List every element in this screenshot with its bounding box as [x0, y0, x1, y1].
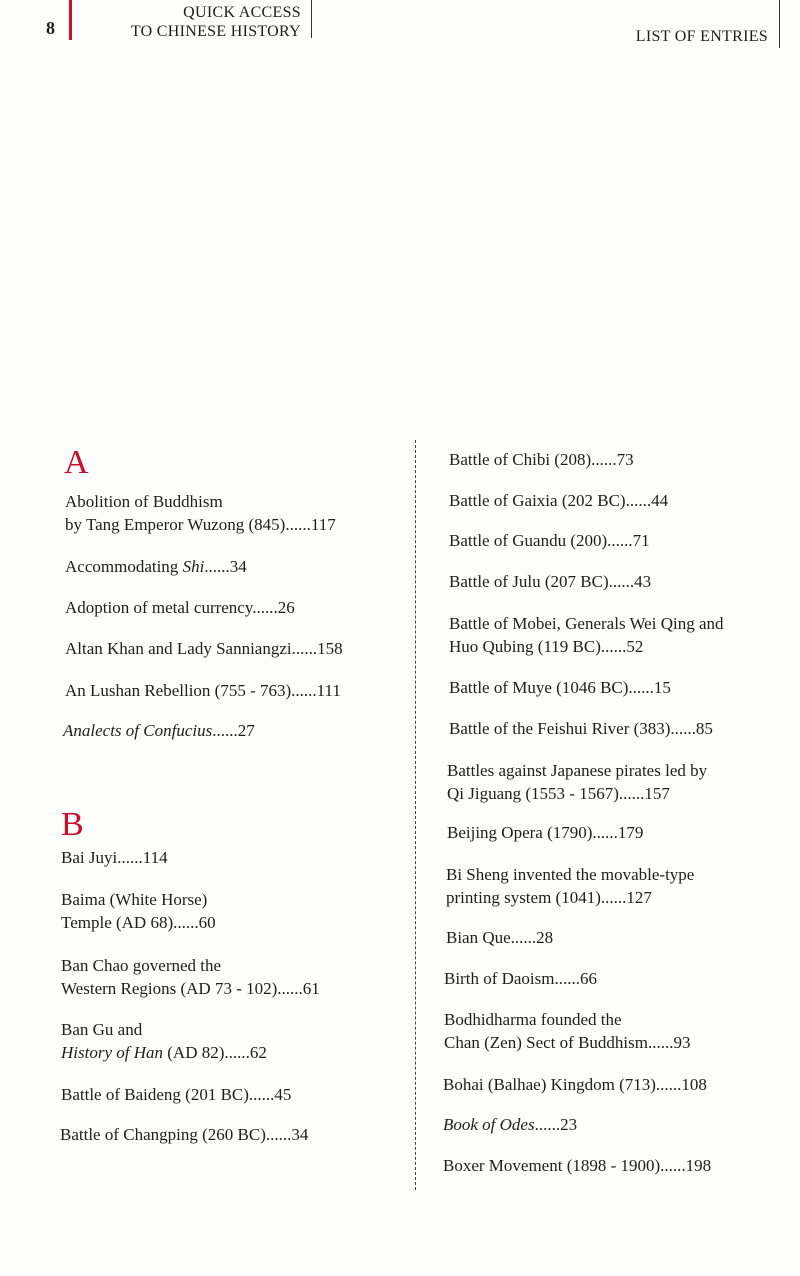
- entry-line: Bai Juyi......114: [61, 848, 168, 867]
- entry-line: Battle of Baideng (201 BC)......45: [61, 1085, 292, 1104]
- entry-battle-of-changping: [60, 1123, 308, 1146]
- entry-battle-of-julu: [449, 570, 651, 593]
- entry-line: printing system (1041)......127: [446, 888, 652, 907]
- entry-battles-against-pirates: [447, 759, 707, 805]
- entry-bi-sheng: [446, 863, 694, 909]
- page-number: 8: [46, 18, 55, 38]
- entry-battle-of-gaixia: [449, 489, 668, 512]
- entry-accommodating-shi: [65, 555, 247, 578]
- column-divider: [415, 440, 416, 1190]
- entry-metal-currency: [65, 596, 295, 619]
- header-rule-right: [779, 0, 780, 48]
- entry-line: Battle of Mobei, Generals Wei Qing and: [449, 614, 724, 633]
- entry-boxer-movement: [443, 1154, 711, 1177]
- entry-line: Ban Gu and: [61, 1020, 143, 1039]
- entry-beijing-opera: [447, 821, 643, 844]
- entry-line: Bian Que......28: [446, 928, 554, 947]
- entry-line: Beijing Opera (1790)......179: [447, 823, 644, 842]
- entry-line: Battle of Guandu (200)......71: [449, 531, 650, 550]
- entry-line: Bohai (Balhae) Kingdom (713)......108: [443, 1075, 707, 1094]
- entry-line: Baima (White Horse): [61, 890, 208, 909]
- entry-line: Birth of Daoism......66: [444, 969, 597, 988]
- entry-line: Temple (AD 68)......60: [61, 913, 216, 932]
- entry-line: Battle of Changping (260 BC)......34: [60, 1125, 309, 1144]
- entry-an-lushan-rebellion: [65, 679, 341, 702]
- entry-line: Chan (Zen) Sect of Buddhism......93: [444, 1033, 691, 1052]
- letter-heading-b: B: [61, 806, 84, 843]
- section-title: LIST OF ENTRIES: [635, 28, 768, 45]
- entry-line: Adoption of metal currency......26: [65, 598, 295, 617]
- header-red-rule: [69, 0, 72, 40]
- entry-baima-temple: [61, 888, 216, 934]
- entry-line: Bi Sheng invented the movable-type: [446, 865, 695, 884]
- entry-bai-juyi: [61, 846, 168, 869]
- entry-bodhidharma: [444, 1008, 690, 1054]
- entry-line: Battles against Japanese pirates led by: [447, 761, 708, 780]
- entry-line: Abolition of Buddhism: [65, 492, 223, 511]
- entry-line: by Tang Emperor Wuzong (845)......117: [65, 515, 336, 534]
- entry-bian-que: [446, 926, 553, 949]
- book-title: [106, 3, 301, 41]
- entry-line: Battle of Julu (207 BC)......43: [449, 572, 652, 591]
- entry-battle-of-chibi: [449, 448, 634, 471]
- entry-battle-of-feishui: [449, 717, 713, 740]
- entry-abolition-of-buddhism: [65, 490, 336, 536]
- entry-battle-of-muye: [449, 676, 671, 699]
- entry-line: Accommodating Shi......34: [65, 557, 247, 576]
- entry-line: Western Regions (AD 73 - 102)......61: [61, 979, 320, 998]
- entry-line: Qi Jiguang (1553 - 1567)......157: [447, 784, 670, 803]
- header-rule-middle: [311, 0, 312, 38]
- entry-altan-khan: [65, 637, 343, 660]
- entry-line: Battle of the Feishui River (383)......85: [449, 719, 713, 738]
- entry-birth-of-daoism: [444, 967, 597, 990]
- entry-line: History of Han (AD 82)......62: [61, 1043, 267, 1062]
- entry-line: Battle of Chibi (208)......73: [449, 450, 634, 469]
- entry-line: Ban Chao governed the: [61, 956, 222, 975]
- entry-line: Altan Khan and Lady Sanniangzi......158: [65, 639, 343, 658]
- entry-line: An Lushan Rebellion (755 - 763)......111: [65, 681, 341, 700]
- entry-line: Analects of Confucius......27: [63, 721, 255, 740]
- book-title-line2: TO CHINESE HISTORY: [130, 23, 301, 40]
- entry-analects-of-confucius: [63, 719, 255, 742]
- entry-line: Huo Qubing (119 BC)......52: [449, 637, 644, 656]
- entry-book-of-odes: [443, 1113, 577, 1136]
- letter-heading-a: A: [64, 444, 89, 481]
- entry-battle-of-baideng: [61, 1083, 291, 1106]
- entry-battle-of-mobei: [449, 612, 724, 658]
- entry-line: Bodhidharma founded the: [444, 1010, 622, 1029]
- entry-battle-of-guandu: [449, 529, 650, 552]
- book-title-line1: QUICK ACCESS: [183, 4, 301, 21]
- entry-line: Book of Odes......23: [443, 1115, 578, 1134]
- entry-ban-chao: [61, 954, 320, 1000]
- entry-line: Battle of Gaixia (202 BC)......44: [449, 491, 669, 510]
- entry-bohai-kingdom: [443, 1073, 707, 1096]
- entry-ban-gu: [61, 1018, 267, 1064]
- entry-line: Boxer Movement (1898 - 1900)......198: [443, 1156, 712, 1175]
- entry-line: Battle of Muye (1046 BC)......15: [449, 678, 671, 697]
